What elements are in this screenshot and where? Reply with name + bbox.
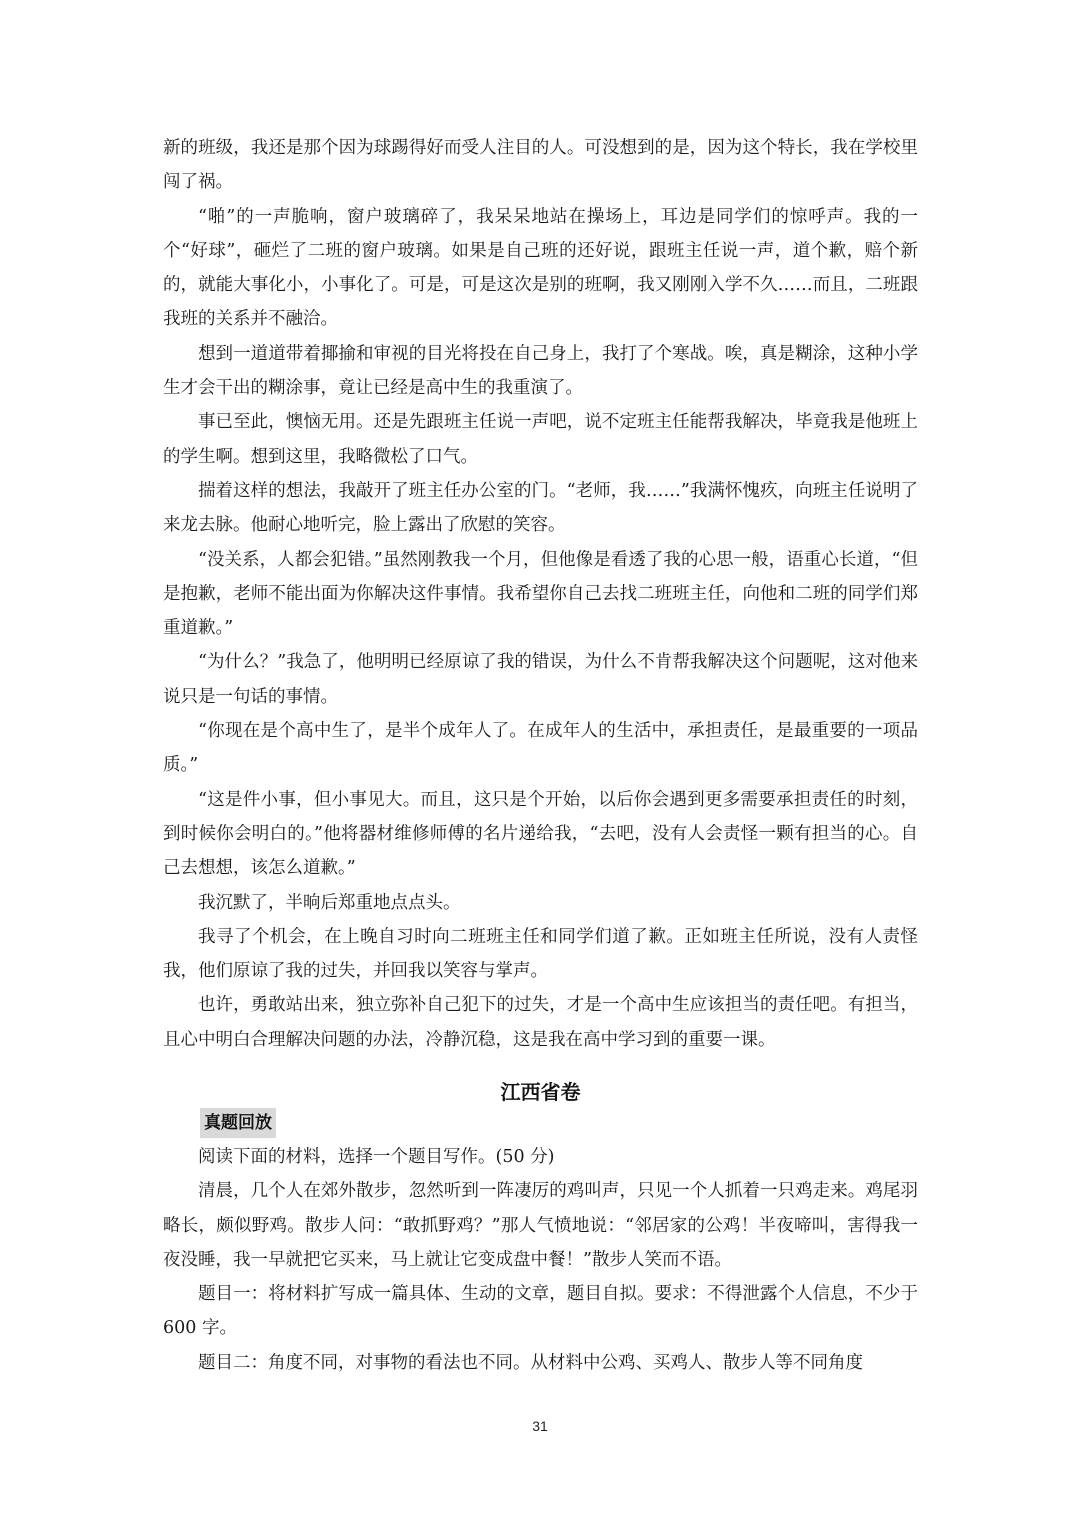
exam-prompt-body xyxy=(163,1140,918,1380)
essay-body xyxy=(163,131,918,1057)
essay-paragraph: 也许，勇敢站出来，独立弥补自己犯下的过失，才是一个高中生应该担当的责任吧。有担当，且心中明白合理解决问题的办法，冷静沉稳，这是我在高中学习到的重要一课。 xyxy=(163,995,918,1050)
essay-paragraph: “没关系，人都会犯错。”虽然刚教我一个月，但他像是看透了我的心思一般，语重心长道，“但是抱歉，老师不能出面为你解决这件事情。我希望你自己去找二班班主任，向他和二班的同学们郑重道歉。” xyxy=(163,549,918,639)
exam-paragraph: 题目二：角度不同，对事物的看法也不同。从材料中公鸡、买鸡人、散步人等不同角度 xyxy=(198,1352,863,1373)
essay-paragraph: 想到一道道带着揶揄和审视的目光将投在自己身上，我打了个寒战。唉，真是糊涂，这种小学生才会干出的糊涂事，竟让已经是高中生的我重演了。 xyxy=(163,343,918,399)
essay-paragraph: “啪”的一声脆响，窗户玻璃碎了，我呆呆地站在操场上，耳边是同学们的惊呼声。我的一个“好球”，砸烂了二班的窗户玻璃。如果是自己班的还好说，跟班主任说一声，道个歉，赔个新的，就能大事化小，小事化了。可是，可是这次是别的班啊，我又刚刚入学不久……而且，二班跟我班的关系并不融洽。 xyxy=(163,206,918,330)
page-number: 31 xyxy=(532,1418,548,1434)
essay-paragraph: 新的班级，我还是那个因为球踢得好而受人注目的人。可没想到的是，因为这个特长，我在学校里闯了祸。 xyxy=(163,138,918,193)
essay-paragraph: “这是件小事，但小事见大。而且，这只是个开始，以后你会遇到更多需要承担责任的时刻，到时候你会明白的。”他将器材维修师傅的名片递给我，“去吧，没有人会责怪一颗有担当的心。自己去想想，该怎么道歉。” xyxy=(163,789,918,879)
essay-paragraph: “你现在是个高中生了，是半个成年人了。在成年人的生活中，承担责任，是最重要的一项品质。” xyxy=(163,721,918,776)
section-subheading: 真题回放 xyxy=(200,1108,276,1138)
section-title: 江西省卷 xyxy=(500,1080,581,1104)
exam-paragraph: 题目一：将材料扩写成一篇具体、生动的文章，题目自拟。要求：不得泄露个人信息，不少于 600 字。 xyxy=(163,1284,918,1339)
essay-paragraph: “为什么？”我急了，他明明已经原谅了我的错误，为什么不肯帮我解决这个问题呢，这对他来说只是一句话的事情。 xyxy=(163,652,918,707)
essay-paragraph: 揣着这样的想法，我敲开了班主任办公室的门。“老师，我……”我满怀愧疚，向班主任说明了来龙去脉。他耐心地听完，脸上露出了欣慰的笑容。 xyxy=(163,480,918,536)
exam-paragraph: 清晨，几个人在郊外散步，忽然听到一阵凄厉的鸡叫声，只见一个人抓着一只鸡走来。鸡尾羽略长，颇似野鸡。散步人问：“敢抓野鸡？”那人气愤地说：“邻居家的公鸡！半夜啼叫，害得我一夜没睡，我一早就把它买来，马上就让它变成盘中餐！”散步人笑而不语。 xyxy=(163,1181,918,1270)
exam-paragraph: 阅读下面的材料，选择一个题目写作。(50 分) xyxy=(198,1147,555,1167)
essay-paragraph: 我寻了个机会，在上晚自习时向二班班主任和同学们道了歉。正如班主任所说，没有人责怪我，他们原谅了我的过失，并回我以笑容与掌声。 xyxy=(163,926,918,982)
essay-paragraph: 我沉默了，半晌后郑重地点点头。 xyxy=(198,892,461,913)
essay-paragraph: 事已至此，懊恼无用。还是先跟班主任说一声吧，说不定班主任能帮我解决，毕竟我是他班上的学生啊。想到这里，我略微松了口气。 xyxy=(163,412,918,467)
